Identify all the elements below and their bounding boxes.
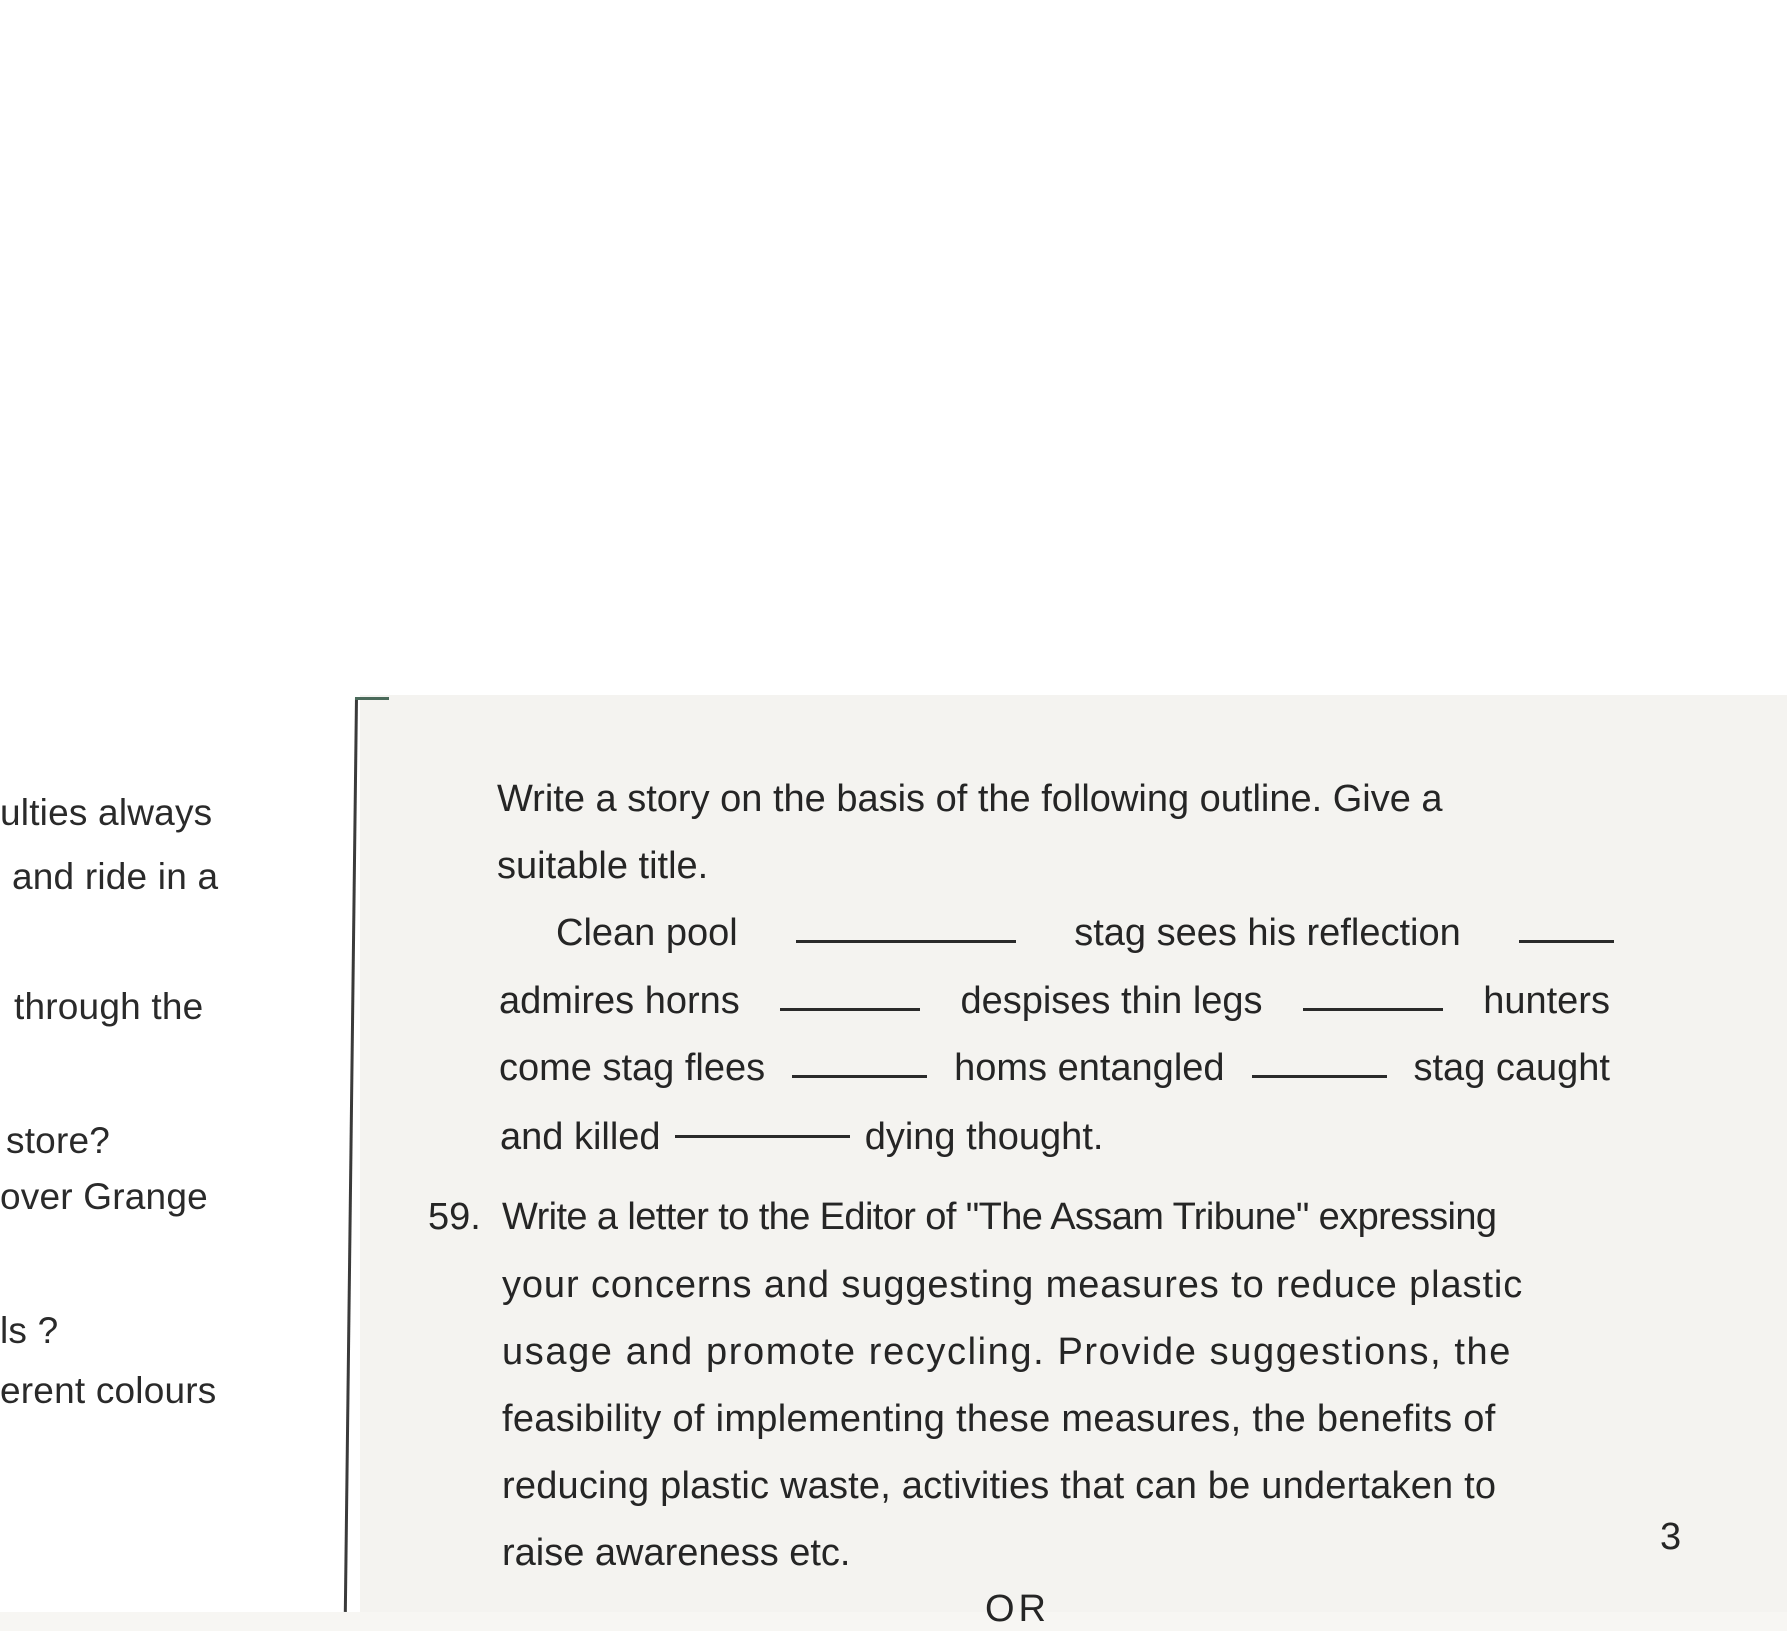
left-fragment-6: ls ?	[0, 1310, 59, 1351]
q59-number: 59.	[428, 1196, 481, 1238]
q59-marks: 3	[1660, 1516, 1682, 1558]
outline-dash	[1252, 1075, 1387, 1078]
q59-line5	[502, 1465, 1610, 1508]
left-fragment-3: through the	[14, 986, 204, 1027]
outline-admires-horns: admires horns	[499, 980, 740, 1022]
outline-dying-thought: dying thought.	[864, 1116, 1104, 1158]
q58-outline-line2	[499, 980, 1610, 1023]
q58-outline-line4	[500, 1116, 1103, 1159]
left-fragment-1: ulties always	[0, 792, 213, 833]
outline-stag-sees: stag sees his reflection	[1074, 912, 1461, 954]
outline-dash	[1303, 1008, 1443, 1011]
q58-instruction-line2: suitable title.	[497, 845, 709, 887]
q59-line2	[502, 1264, 1610, 1307]
outline-despises: despises thin legs	[960, 980, 1263, 1022]
q59-line5-text: reducing plastic waste, activities that can be undertaken to	[502, 1465, 1497, 1507]
q58-outline-line3	[499, 1047, 1610, 1090]
q59-line1	[502, 1196, 1610, 1239]
left-fragment-7: erent colours	[0, 1370, 217, 1411]
outline-and-killed: and killed	[500, 1116, 661, 1158]
outline-dash	[675, 1135, 850, 1138]
q59-line2-text: your concerns and suggesting measures to reduce plastic	[502, 1264, 1524, 1306]
outline-dash	[780, 1008, 920, 1011]
q58-instruction-text: Write a story on the basis of the following outline. Give a	[497, 778, 1443, 820]
q59-line3	[502, 1331, 1610, 1374]
outline-stag-caught: stag caught	[1413, 1047, 1610, 1089]
q58-outline-line1	[556, 912, 1614, 955]
or-label: OR	[985, 1588, 1050, 1630]
outline-come-flees: come stag flees	[499, 1047, 766, 1089]
outline-hunters: hunters	[1483, 980, 1610, 1022]
q59-line6: raise awareness etc.	[502, 1532, 851, 1574]
left-fragment-4: store?	[6, 1120, 111, 1161]
left-fragment-2: and ride in a	[12, 856, 219, 897]
q59-line4	[502, 1398, 1610, 1441]
q59-line4-text: feasibility of implementing these measures, the benefits of	[502, 1398, 1496, 1440]
q59-line3-text: usage and promote recycling. Provide suggestions, the	[502, 1331, 1513, 1373]
outline-horns-entangled: homs entangled	[954, 1047, 1225, 1089]
outline-dash	[1519, 940, 1614, 943]
outline-dash	[796, 940, 1016, 943]
q59-line1-text: Write a letter to the Editor of "The Assam Tribune" expressing	[502, 1196, 1497, 1238]
outline-dash	[792, 1075, 927, 1078]
q58-instruction-line1	[497, 778, 1615, 821]
left-fragment-5: over Grange	[0, 1176, 208, 1217]
outline-clean-pool: Clean pool	[556, 912, 738, 954]
